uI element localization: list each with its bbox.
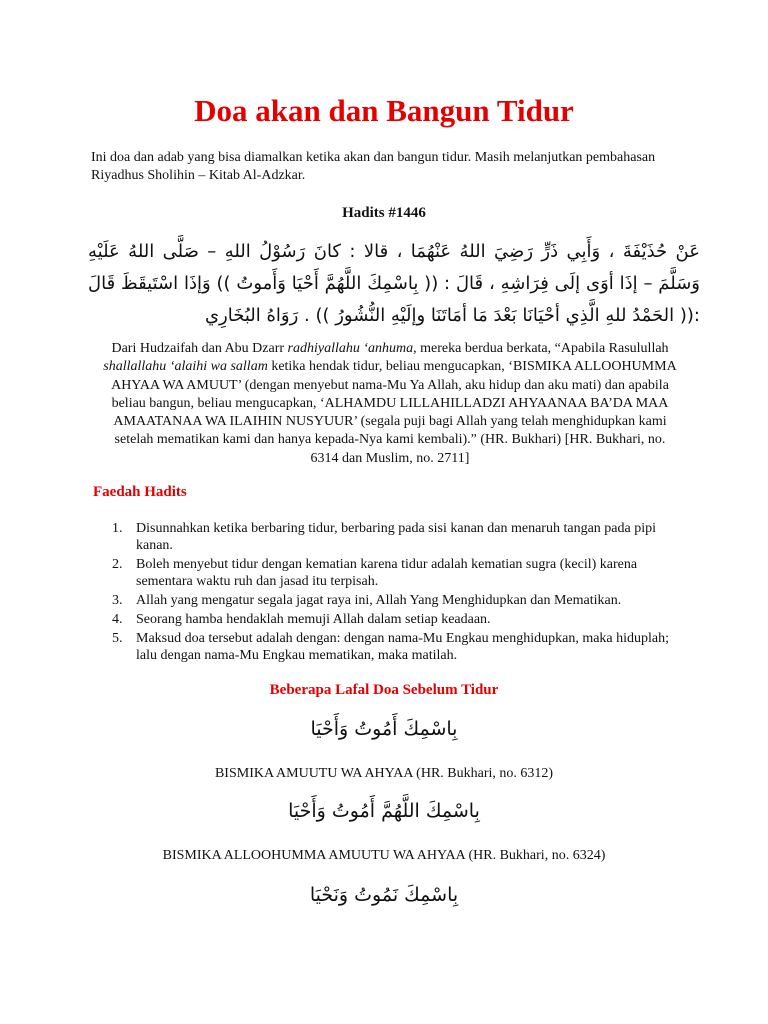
list-item-text: Maksud doa tersebut adalah dengan: dengan nama-Mu Engkau menghidupkan, maka hiduplah; lalu dengan nama-Mu Engkau mematikan, maka matilah.: [136, 631, 670, 663]
doa-arabic-2: بِاسْمِكَ اللَّهُمَّ أَمُوتُ وَأَحْيَا: [288, 800, 480, 822]
list-item-number: 1.: [112, 521, 123, 536]
list-item: [112, 556, 682, 590]
list-item-number: 4.: [112, 612, 123, 627]
faedah-heading: Faedah Hadits: [93, 484, 187, 500]
translation-text-1: Dari Hudzaifah dan Abu Dzarr: [111, 341, 288, 356]
list-item-text: Boleh menyebut tidur dengan kematian karena tidur adalah kematian sugra (kecil) karena sementara waktu ruh dan jasad itu terpisah.: [136, 557, 638, 589]
translation-text-3: ketika hendak tidur, beliau mengucapkan, ‘BISMIKA ALLOOHUMMA AHYAA WA AMUUT’ (dengan menyebut nama-Mu Ya Allah, aku hidup dan aku mati) dan apabila beliau bangun, beliau mengucapkan, ‘ALHAMDU LILLAHILLADZI AHYAANAA BA’DA MAA AMAATANAA WA ILAIHIN NUSYUUR’ (segala puji bagi Allah yang telah menghidupkan kami setelah mematikan kami dan hanya kepada-Nya kami kembali).” (HR. Bukhari) [HR. Bukhari, no. 6314 dan Muslim, no. 2711]: [111, 359, 677, 466]
hadits-heading: Hadits #1446: [342, 205, 426, 221]
hadits-arabic-text: عَنْ حُذَيْفَةَ ، وَأَبِي ذَرٍّ رَضِيَ اللهُ عَنْهُمَا ، قالا : كانَ رَسُوْلُ اللهِ – صَلَّى اللهُ عَلَيْهِ وَسَلَّمَ – إذَا أوَى إلَى فِرَاشِهِ ، قَالَ : (( بِاسْمِكَ اللَّهُمَّ أَحْيَا وَأَموتُ )) وَإذَا اسْتَيقَظَ قَالَ :(( الحَمْدُ للهِ الَّذِي أحْيَانَا بَعْدَ مَا أمَاتَنَا وإلَيْهِ النُّشُورُ )) . رَوَاهُ البُخَارِي: [88, 241, 700, 326]
list-item: [112, 592, 682, 609]
translation-italic-1: radhiyallahu ‘anhuma: [287, 341, 414, 356]
doa-latin-2: BISMIKA ALLOOHUMMA AMUUTU WA AHYAA (HR. Bukhari, no. 6324): [162, 848, 606, 863]
hadits-translation: [100, 340, 680, 468]
list-item-text: Seorang hamba hendaklah memuji Allah dalam setiap keadaan.: [136, 612, 491, 627]
translation-italic-2: shallallahu ‘alaihi wa sallam: [103, 359, 268, 375]
list-item: [112, 520, 682, 554]
doa-arabic-1: بِاسْمِكَ أَمُوتُ وَأَحْيَا: [310, 718, 458, 740]
list-item: [112, 630, 682, 664]
list-item-number: 3.: [112, 593, 123, 608]
lafal-heading: Beberapa Lafal Doa Sebelum Tidur: [269, 682, 499, 698]
list-item-number: 2.: [112, 557, 123, 572]
list-item: [112, 611, 682, 628]
intro-paragraph: Ini doa dan adab yang bisa diamalkan ketika akan dan bangun tidur. Masih melanjutkan pembahasan Riyadhus Sholihin – Kitab Al-Adzkar.: [91, 150, 656, 183]
doa-arabic-3: بِاسْمِكَ نَمُوتُ وَنَحْيَا: [309, 884, 459, 906]
list-item-text: Disunnahkan ketika berbaring tidur, berbaring pada sisi kanan dan menaruh tangan pada pipi kanan.: [136, 521, 656, 553]
list-item-number: 5.: [112, 631, 123, 646]
doa-latin-1: BISMIKA AMUUTU WA AHYAA (HR. Bukhari, no. 6312): [214, 766, 554, 781]
page-title: Doa akan dan Bangun Tidur: [194, 93, 574, 128]
translation-text-2: , mereka berdua berkata, “Apabila Rasulullah: [413, 341, 669, 356]
faedah-list: [112, 520, 682, 666]
list-item-text: Allah yang mengatur segala jagat raya ini, Allah Yang Menghidupkan dan Mematikan.: [136, 593, 622, 608]
